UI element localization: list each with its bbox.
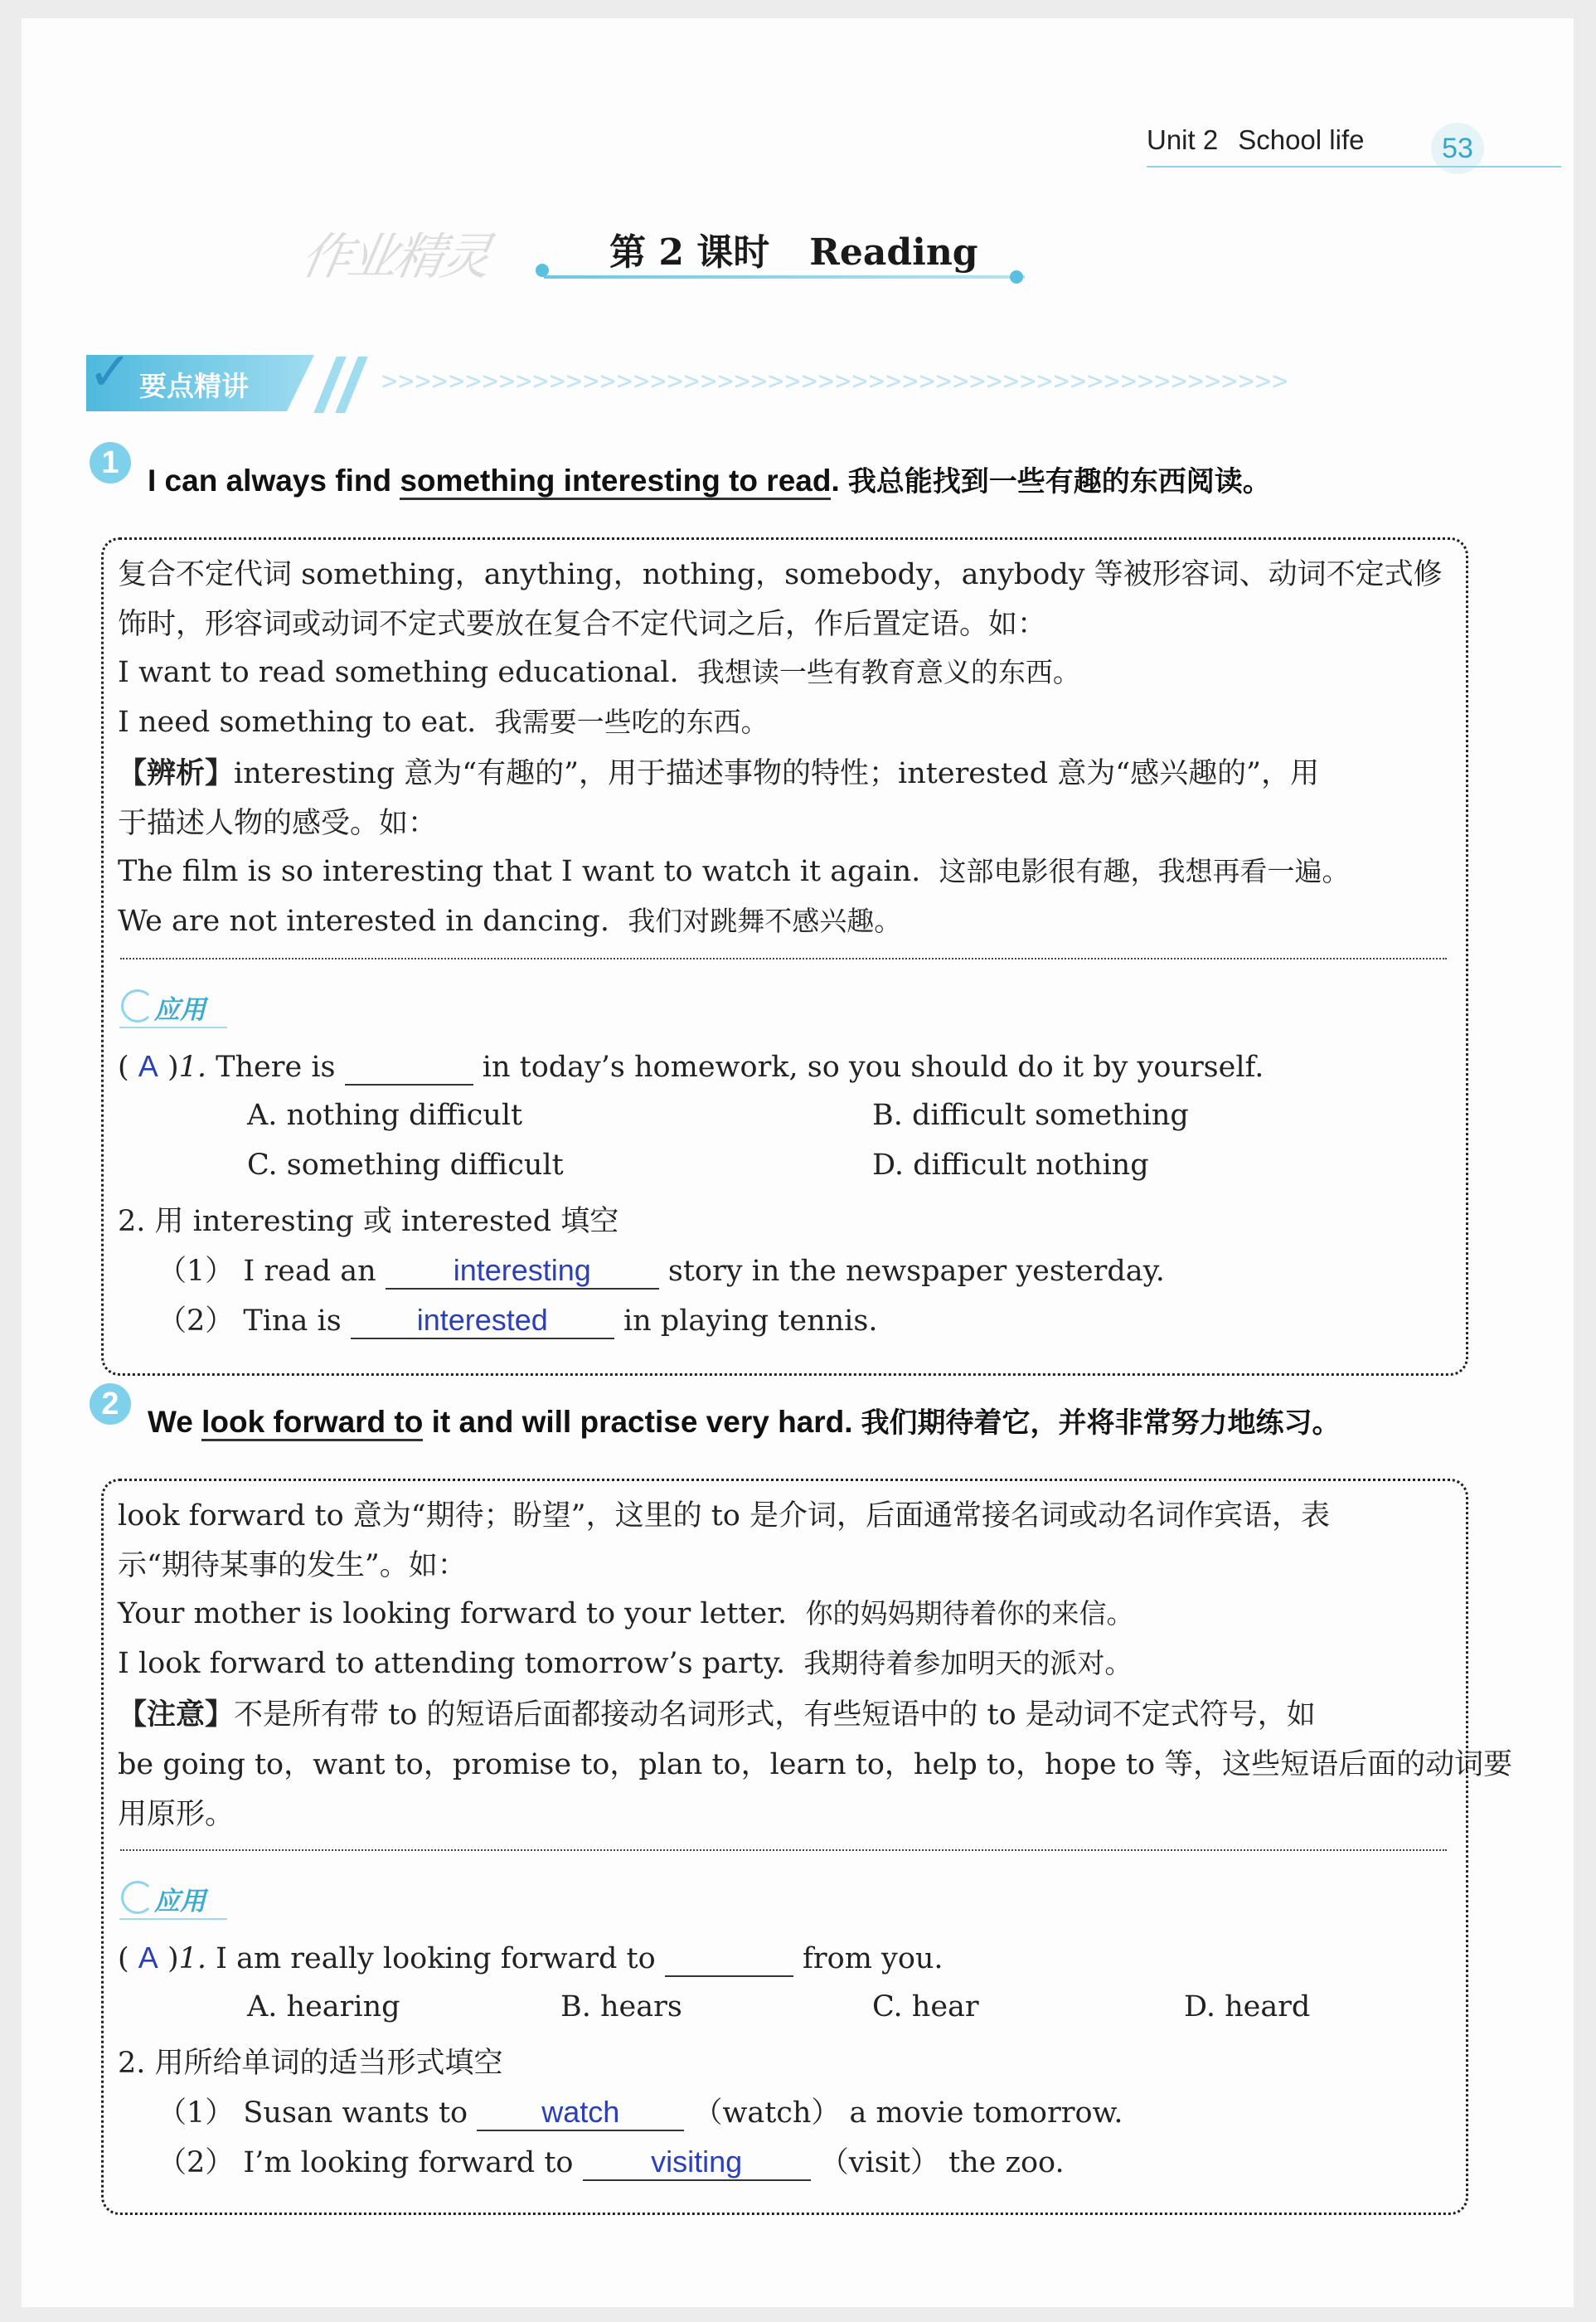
sub-number: （1） (158, 1255, 235, 1288)
key-sentence-translation: 我总能找到一些有趣的东西阅读。 (847, 465, 1271, 498)
example-cn: 这部电影很有趣，我想再看一遍。 (939, 855, 1350, 887)
filled-answer: interested (416, 1303, 548, 1337)
explanation-line: 复合不定代词 something，anything，nothing，somebody，anybody 等被形容词、动词不定式修 (118, 558, 1443, 591)
key-sentence-end: it and will practise very hard. (423, 1405, 853, 1439)
key-phrase: look forward to (201, 1405, 423, 1441)
note-tag: 【辨析】 (118, 756, 235, 790)
answer-blank[interactable] (345, 1051, 473, 1086)
paren: ) (167, 1942, 179, 1975)
title-dot-right (1010, 270, 1023, 284)
sub-number: （2） (158, 1304, 235, 1338)
filled-answer: interesting (453, 1253, 591, 1287)
note-line: 于描述人物的感受。如： (118, 807, 438, 840)
note-text: 不是所有带 to 的短语后面都接动名词形式，有些短语中的 to 是动词不定式符号，如 (234, 1698, 1316, 1732)
question-text: （watch） a movie tomorrow. (693, 2096, 1123, 2130)
answer-blank[interactable] (351, 1303, 614, 1339)
key-sentence-end: . (831, 464, 840, 498)
key-sentence-translation: 我们期待着它，并将非常努力地练习。 (861, 1406, 1341, 1440)
example-en: I need something to eat. (118, 706, 477, 739)
header-rule (1147, 166, 1561, 168)
question-text: I read an (243, 1255, 376, 1288)
question-1 (118, 1941, 944, 1977)
question-text: from you. (802, 1942, 944, 1975)
note-line (118, 1692, 1316, 1733)
explanation-line: 饰时，形容词或动词不定式要放在复合不定代词之后，作后置定语。如： (118, 608, 1047, 641)
lesson-period: 第 2 课时 (609, 231, 770, 274)
example-cn: 我想读一些有教育意义的东西。 (696, 656, 1080, 688)
box-divider (120, 1849, 1447, 1851)
example-en: I look forward to attending tomorrow’s party. (118, 1647, 786, 1680)
answer-blank[interactable] (386, 1253, 659, 1290)
question-number: 1. (178, 1051, 207, 1084)
explanation-line: look forward to 意为“期待；盼望”，这里的 to 是介词，后面通常接名词或动名词作宾语，表 (118, 1499, 1330, 1533)
example-en: I want to read something educational. (118, 656, 679, 689)
option-c[interactable]: C. hear (872, 1990, 979, 2023)
question-1 (118, 1049, 1264, 1086)
running-header (1147, 124, 1364, 156)
banner-arrows: >>>>>>>>>>>>>>>>>>>>>>>>>>>>>>>>>>>>>>>>>>>>>>>>>>>>>> (381, 365, 1289, 396)
question-text: I am really looking forward to (216, 1942, 656, 1975)
page-number: 53 (1431, 123, 1484, 174)
key-phrase: something interesting to read (400, 464, 831, 500)
question-text: I’m looking forward to (243, 2146, 574, 2179)
note-tag: 【注意】 (118, 1698, 235, 1732)
option-d[interactable]: D. heard (1184, 1990, 1311, 2023)
example-cn: 你的妈妈期待着你的来信。 (805, 1597, 1134, 1630)
note-text: interesting 意为“有趣的”，用于描述事物的特性；interested 意为“感兴趣的”，用 (234, 757, 1320, 790)
question-2-2 (158, 2140, 1065, 2181)
example-line (118, 900, 901, 939)
option-a[interactable]: A. hearing (247, 1990, 400, 2023)
key-sentence (148, 459, 1271, 499)
section-number: 1 (90, 442, 131, 483)
unit-label: Unit 2 (1147, 124, 1219, 155)
question-text: （visit） the zoo. (819, 2146, 1065, 2179)
question-2-2 (158, 1298, 877, 1339)
paren: ( (118, 1051, 129, 1084)
section-number: 2 (90, 1383, 131, 1425)
example-en: Your mother is looking forward to your letter. (118, 1597, 788, 1630)
filled-answer: visiting (651, 2145, 743, 2179)
lesson-title (609, 222, 978, 275)
unit-title: School life (1238, 124, 1365, 155)
option-c[interactable]: C. something difficult (247, 1149, 564, 1182)
apply-underline (119, 1918, 227, 1920)
question-text: There is (216, 1051, 336, 1084)
explanation-line: 示“期待某事的发生”。如： (118, 1549, 467, 1582)
note-line: 用原形。 (118, 1798, 235, 1831)
option-a[interactable]: A. nothing difficult (247, 1099, 523, 1132)
key-sentence-text: I can always find (148, 464, 400, 498)
answer-blank[interactable] (665, 1942, 793, 1977)
option-b[interactable]: B. hears (560, 1990, 682, 2023)
option-b[interactable]: B. difficult something (872, 1099, 1189, 1132)
swirl-icon (121, 1881, 154, 1914)
question-text: in today’s homework, so you should do it by yourself. (482, 1051, 1264, 1084)
sub-number: （1） (158, 2096, 235, 2130)
swirl-icon (121, 989, 154, 1023)
question-2-1 (158, 2090, 1123, 2131)
paren: ( (118, 1942, 129, 1975)
question-text: Tina is (243, 1304, 342, 1338)
paren: ) (167, 1051, 179, 1084)
question-text: in playing tennis. (623, 1304, 878, 1338)
example-line (118, 651, 1080, 690)
note-line: be going to，want to，promise to，plan to，learn to，help to，hope to 等，这些短语后面的动词要 (118, 1748, 1513, 1781)
example-cn: 我们对跳舞不感兴趣。 (628, 905, 902, 937)
example-en: We are not interested in dancing. (118, 905, 609, 938)
question-2-title: 2. 用 interesting 或 interested 填空 (118, 1205, 619, 1238)
example-line (118, 1592, 1133, 1631)
answer-choice[interactable]: A (138, 1049, 158, 1083)
sub-number: （2） (158, 2146, 235, 2179)
key-sentence (148, 1400, 1341, 1440)
box-divider (120, 958, 1447, 959)
apply-label: 应用 (154, 1887, 206, 1916)
apply-underline (119, 1027, 227, 1028)
question-2-title: 2. 用所给单词的适当形式填空 (118, 2047, 503, 2080)
question-text: story in the newspaper yesterday. (667, 1255, 1165, 1288)
example-cn: 我需要一些吃的东西。 (494, 706, 769, 738)
lesson-name: Reading (809, 231, 978, 274)
apply-label: 应用 (154, 995, 206, 1025)
filled-answer: watch (541, 2095, 620, 2129)
example-line (118, 850, 1350, 889)
example-cn: 我期待着参加明天的派对。 (803, 1647, 1133, 1679)
question-text: Susan wants to (243, 2096, 468, 2130)
note-line (118, 751, 1319, 792)
answer-blank[interactable] (477, 2095, 684, 2131)
question-2-1 (158, 1248, 1165, 1290)
example-en: The film is so interesting that I want to watch it again. (118, 855, 921, 888)
example-line (118, 701, 769, 740)
answer-choice[interactable]: A (138, 1941, 158, 1975)
checkmark-icon: ✓ (88, 342, 133, 403)
question-number: 1. (178, 1942, 207, 1975)
banner-label: 要点精讲 (139, 370, 249, 402)
option-d[interactable]: D. difficult nothing (872, 1149, 1149, 1182)
example-line (118, 1642, 1132, 1681)
title-underline (544, 275, 1025, 279)
answer-blank[interactable] (583, 2145, 811, 2181)
watermark: 作业精灵 (296, 228, 493, 286)
key-sentence-text: We (148, 1405, 202, 1439)
